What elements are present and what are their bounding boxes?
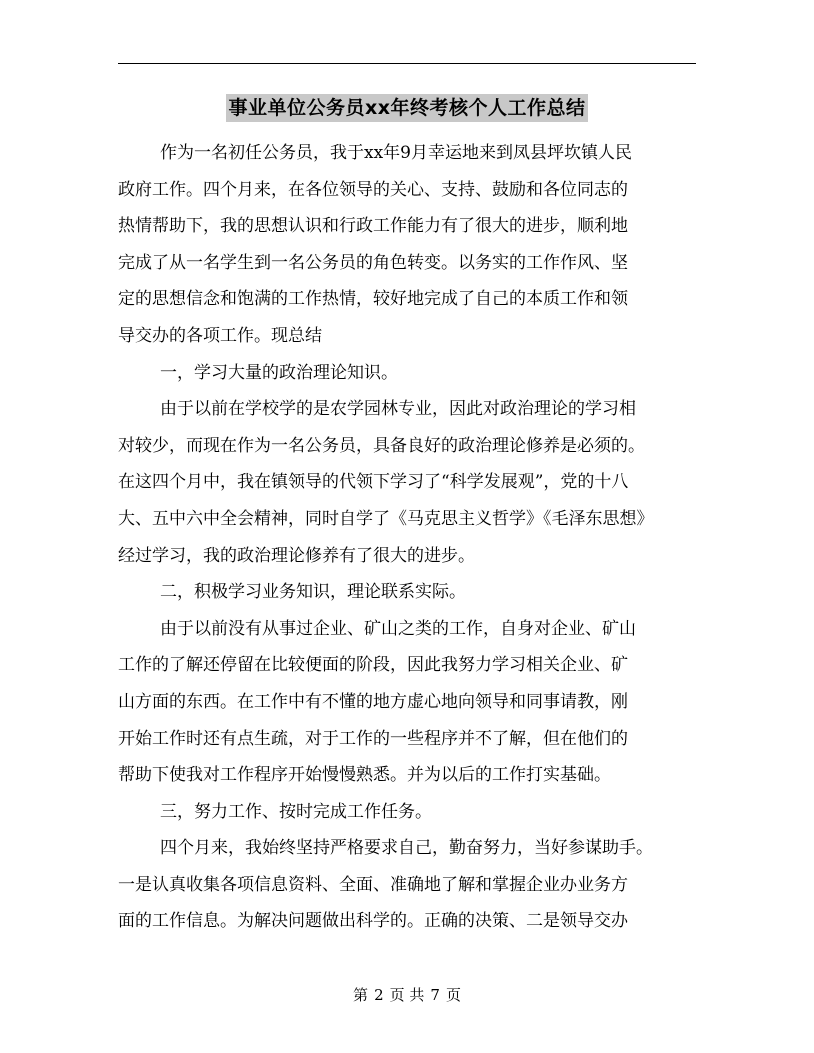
body-line: 一，学习大量的政治理论知识。	[160, 362, 398, 383]
body-line: 热情帮助下，我的思想认识和行政工作能力有了很大的进步，顺利地	[118, 216, 628, 237]
body-line: 完成了从一名学生到一名公务员的角色转变。以务实的工作作风、坚	[118, 252, 628, 273]
body-line: 开始工作时还有点生疏，对于工作的一些程序并不了解，但在他们的	[118, 728, 628, 749]
body-line: 山方面的东西。在工作中有不懂的地方虚心地向领导和同事请教，刚	[118, 691, 628, 712]
body-line: 一是认真收集各项信息资料、全面、准确地了解和掌握企业办业务方	[118, 874, 628, 895]
body-line: 定的思想信念和饱满的工作热情，较好地完成了自己的本质工作和领	[118, 289, 628, 310]
body-line: 由于以前没有从事过企业、矿山之类的工作，自身对企业、矿山	[160, 618, 636, 639]
body-line: 作为一名初任公务员，我于xx年9月幸运地来到凤县坪坎镇人民	[160, 143, 632, 163]
body-line: 在这四个月中，我在镇领导的代领下学习了“科学发展观”，党的十八	[118, 472, 629, 493]
body-line: 经过学习，我的政治理论修养有了很大的进步。	[118, 545, 475, 566]
body-line: 工作的了解还停留在比较便面的阶段，因此我努力学习相关企业、矿	[118, 655, 628, 676]
header-rule	[118, 63, 696, 64]
body-line: 面的工作信息。为解决问题做出科学的。正确的决策、二是领导交办	[118, 911, 628, 932]
body-line: 三，努力工作、按时完成工作任务。	[160, 801, 432, 822]
body-line: 政府工作。四个月来，在各位领导的关心、支持、鼓励和各位同志的	[118, 179, 628, 200]
body-line: 导交办的各项工作。现总结	[118, 325, 322, 346]
body-line: 对较少，而现在作为一名公务员，具备良好的政治理论修养是必须的。	[118, 435, 645, 456]
title-container	[0, 94, 814, 122]
footer-middle: 页 共	[389, 986, 425, 1004]
body-line: 四个月来，我始终坚持严格要求自己，勤奋努力，当好参谋助手。	[160, 838, 653, 859]
body-line: 二，积极学习业务知识，理论联系实际。	[160, 582, 466, 603]
footer-total-pages: 7	[430, 986, 440, 1004]
body-line: 大、五中六中全会精神，同时自学了《马克思主义哲学》《毛泽东思想》	[118, 508, 654, 529]
footer-suffix: 页	[445, 986, 461, 1004]
document-body	[118, 135, 698, 940]
body-line: 由于以前在学校学的是农学园林专业，因此对政治理论的学习相	[160, 399, 636, 420]
document-title: 事业单位公务员xx年终考核个人工作总结	[226, 94, 587, 122]
footer-current-page: 2	[374, 986, 384, 1004]
page-footer	[0, 984, 814, 1006]
body-line: 帮助下使我对工作程序开始慢慢熟悉。并为以后的工作打实基础。	[118, 765, 611, 786]
footer-prefix: 第	[353, 986, 369, 1004]
